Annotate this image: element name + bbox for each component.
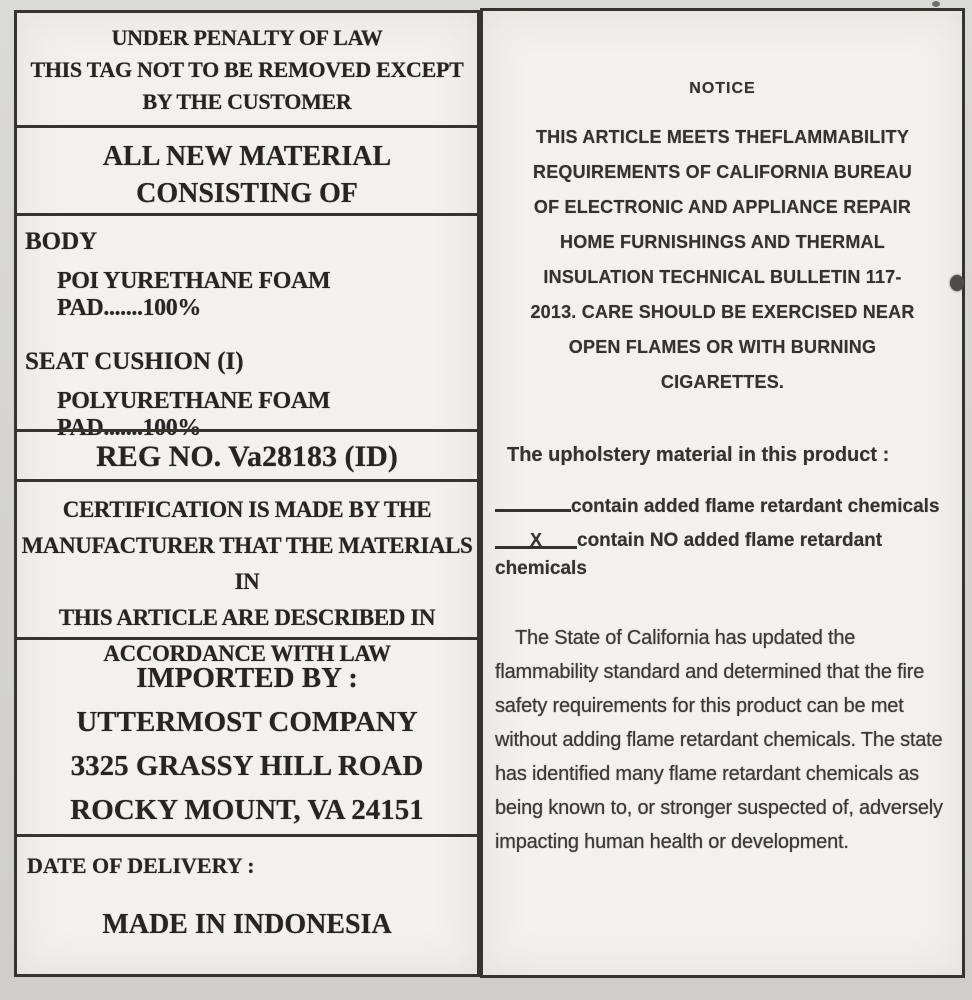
blank-checkline [495, 491, 571, 512]
body-composition: POI YURETHANE FOAM PAD.......100% [57, 268, 331, 321]
material-line-2: CONSISTING OF [136, 178, 358, 209]
notice-line-7: OPEN FLAMES OR WITH BURNING [568, 337, 877, 357]
seat-cushion-composition: POLYURETHANE FOAM PAD.......100% [57, 388, 330, 441]
notice-line-1: THIS ARTICLE MEETS THEFLAMMABILITY [535, 127, 910, 147]
upholstery-heading: The upholstery material in this product : [507, 444, 890, 466]
option-contains-text: contain added flame retardant chemicals [571, 496, 940, 517]
made-in-origin-text: MADE IN INDONESIA [102, 909, 392, 940]
imported-by-label: IMPORTED BY : [136, 662, 358, 694]
scan-speck-top [932, 1, 940, 7]
penalty-line-2: THIS TAG NOT TO BE REMOVED EXCEPT [30, 57, 464, 82]
notice-line-5: INSULATION TECHNICAL BULLETIN 117- [543, 267, 902, 287]
certification-line-4: ACCORDANCE WITH LAW [103, 641, 391, 666]
option-no-retardant-text: contain NO added flame retardant chemicals [495, 530, 883, 579]
material-section [17, 125, 477, 213]
body-label: BODY [25, 228, 98, 255]
option-no-retardant [495, 527, 944, 583]
certification-line-2: MANUFACTURER THAT THE MATERIALS IN [21, 533, 473, 594]
notice-line-3: OF ELECTRONIC AND APPLIANCE REPAIR [533, 197, 912, 217]
delivery-section [17, 834, 477, 974]
notice-body [483, 120, 962, 400]
state-of-california-paragraph: The State of California has updated the flammability standard and determined that the fire safety requirements for this product can be met without adding flame retardant chemicals. The state has identified many flame retardant chemicals as being known to, or stronger suspected of, adversely impacting human health or development. [495, 627, 943, 853]
notice-panel [480, 8, 965, 978]
option-contains-retardant [495, 491, 944, 521]
flame-retardant-options [495, 491, 944, 583]
importer-city: ROCKY MOUNT, VA 24151 [70, 794, 424, 826]
reg-no-text: REG NO. Va28183 (ID) [96, 440, 398, 473]
penalty-line-3: BY THE CUSTOMER [142, 89, 352, 114]
contents-section [17, 213, 477, 441]
notice-line-4: HOME FURNISHINGS AND THERMAL [560, 232, 885, 252]
certification-line-1: CERTIFICATION IS MADE BY THE [62, 497, 432, 522]
notice-line-6: 2013. CARE SHOULD BE EXERCISED NEAR [530, 302, 915, 322]
certification-section [17, 479, 477, 666]
penalty-line-1: UNDER PENALTY OF LAW [111, 25, 383, 50]
importer-street: 3325 GRASSY HILL ROAD [70, 750, 424, 782]
scan-dot-right-border [950, 275, 964, 291]
reg-no-section [17, 429, 477, 479]
importer-company: UTTERMOST COMPANY [76, 706, 418, 738]
notice-title: NOTICE [689, 80, 756, 97]
penalty-section [17, 13, 477, 125]
x-marked-checkline: X [495, 528, 577, 549]
seat-cushion-label: SEAT CUSHION (I) [25, 348, 244, 375]
law-label-panel [14, 10, 480, 977]
importer-section [17, 637, 477, 834]
material-line-1: ALL NEW MATERIAL [102, 141, 392, 172]
delivery-date-label: DATE OF DELIVERY : [27, 853, 255, 878]
certification-line-3: THIS ARTICLE ARE DESCRIBED IN [58, 605, 436, 630]
notice-line-8: CIGARETTES. [660, 372, 785, 392]
notice-line-2: REQUIREMENTS OF CALIFORNIA BUREAU [533, 162, 912, 182]
